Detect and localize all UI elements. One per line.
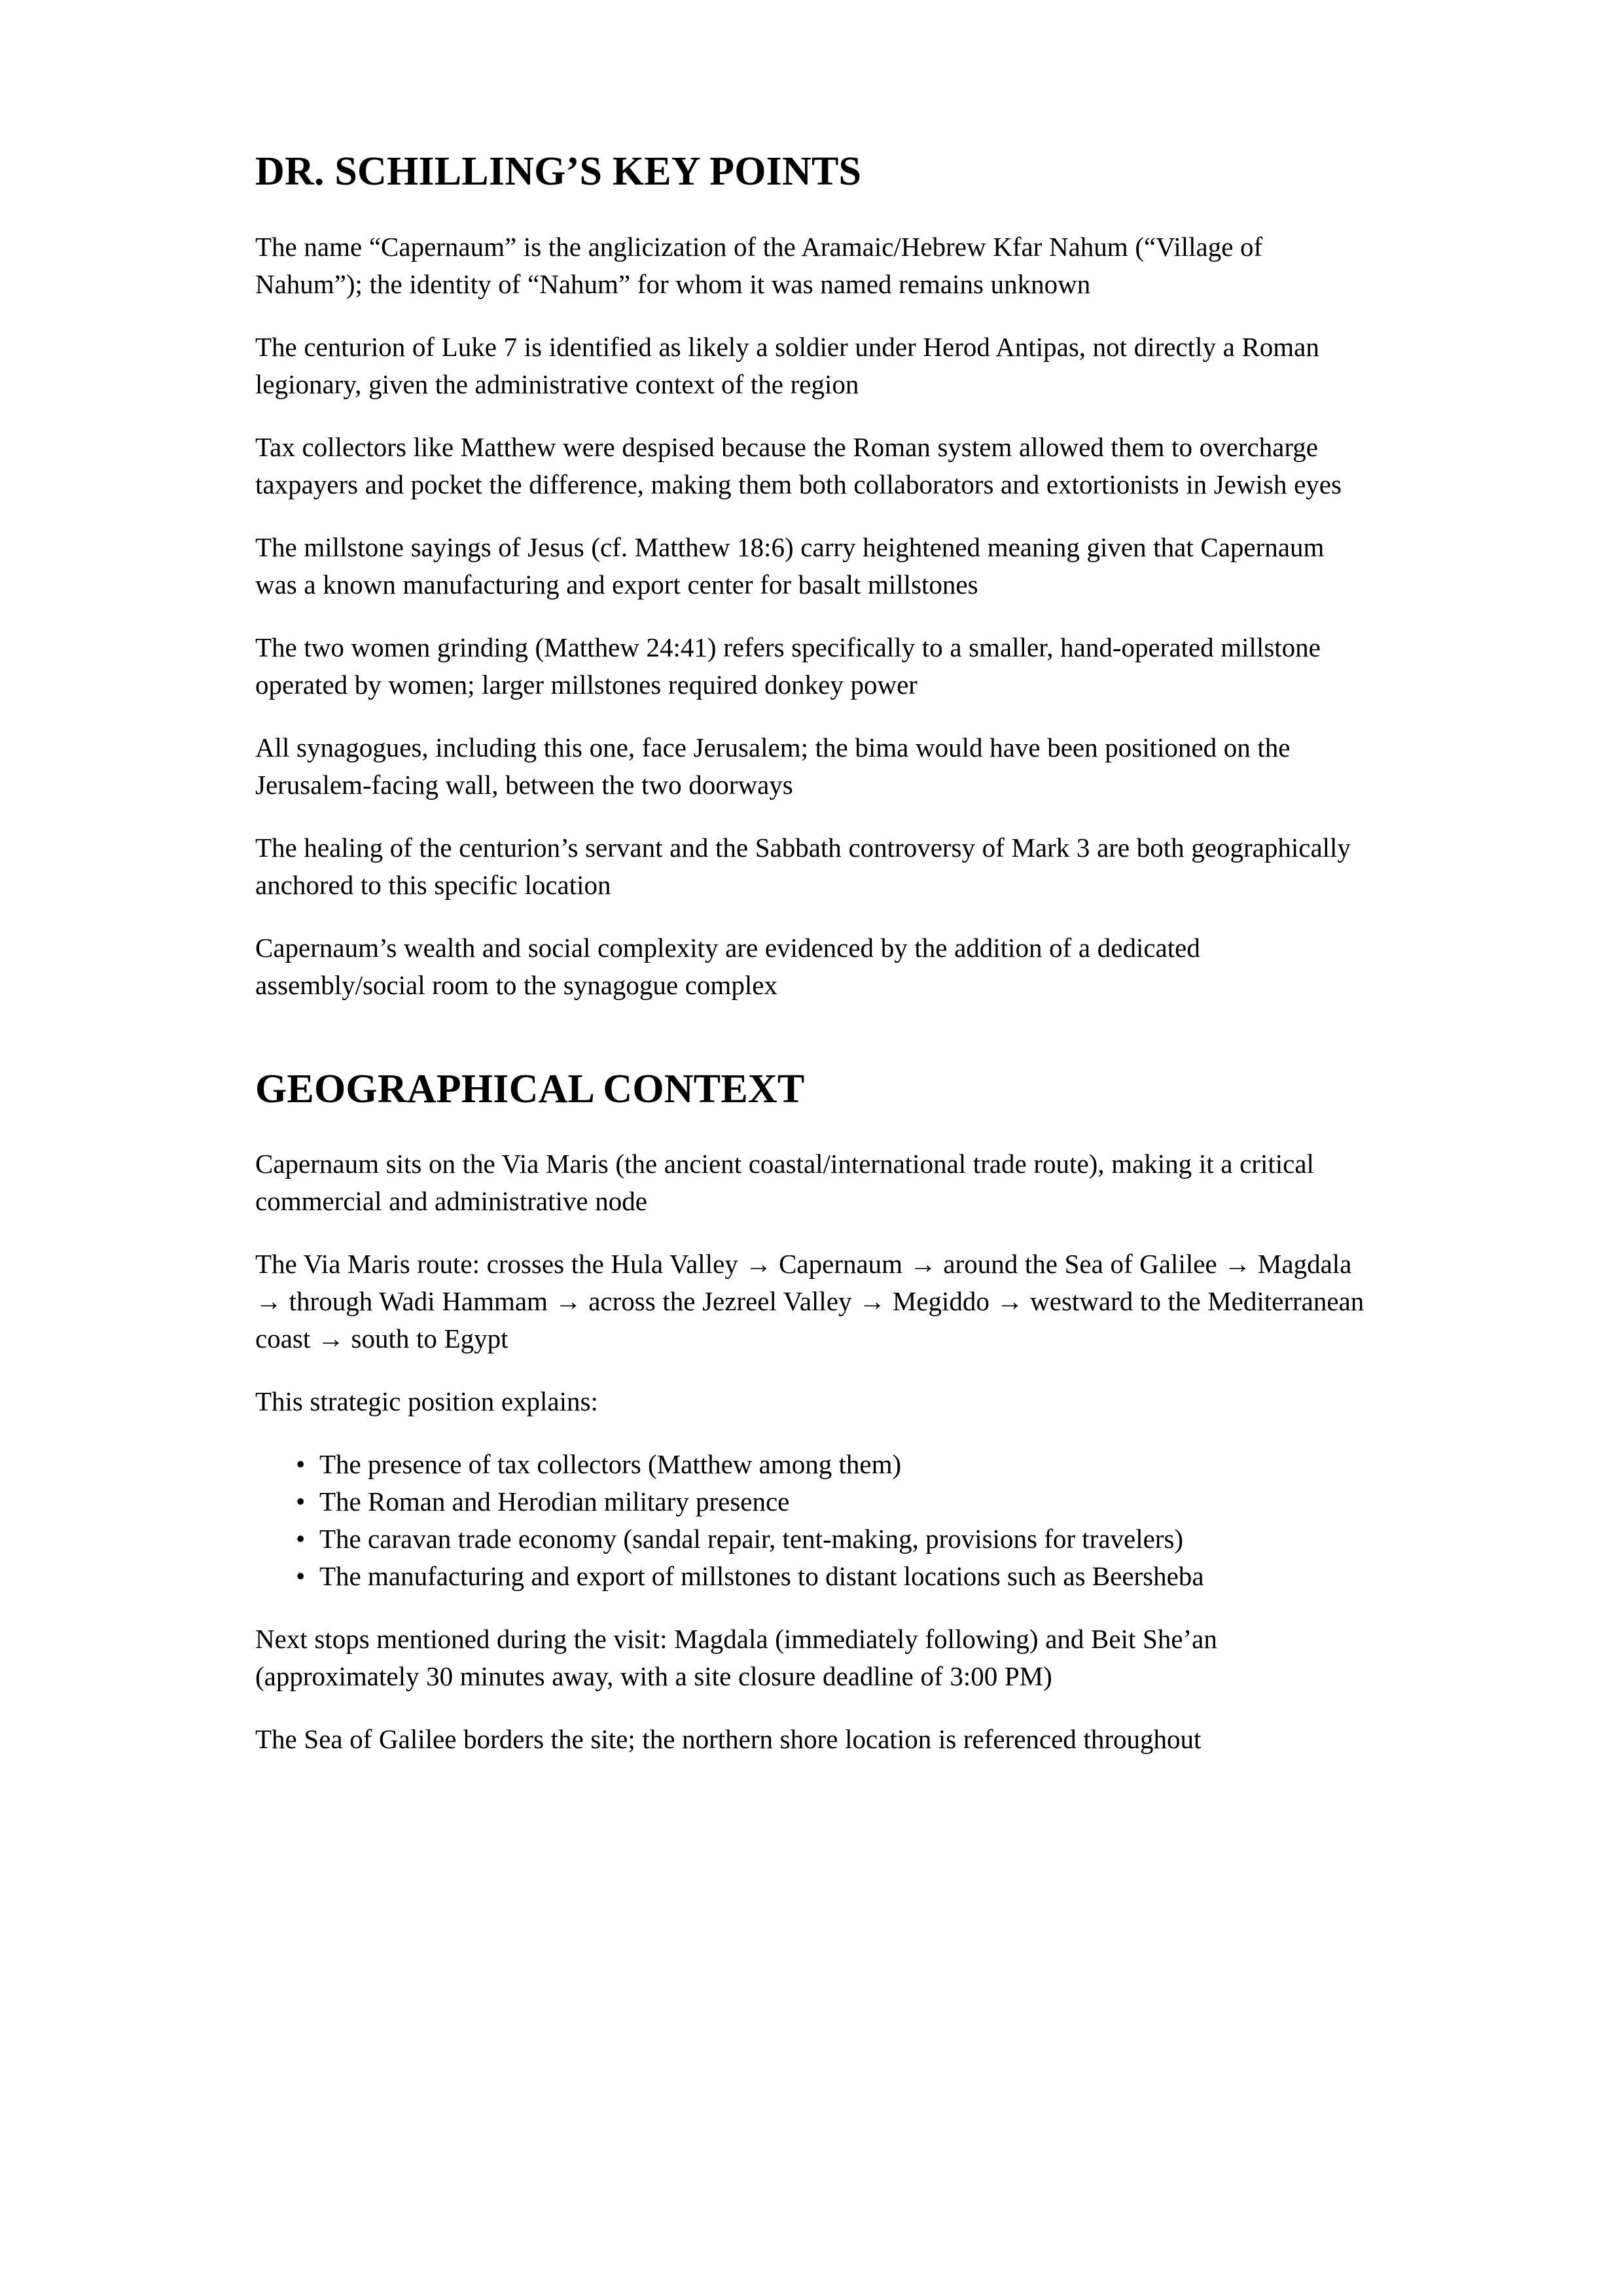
paragraph-capernaum-wealth: Capernaum’s wealth and social complexity are evidenced by the addition of a dedicated assembly/social room to the synagogue complex: [255, 933, 1200, 1001]
list-item: [296, 1520, 1368, 1558]
bullet-icon: •: [296, 1523, 306, 1554]
paragraph-next-stops: Next stops mentioned during the visit: Magdala (immediately following) and Beit She’an (approximately 30 minutes away, with a site closure deadline of 3:00 PM): [255, 1623, 1217, 1691]
list-item-label: The caravan trade economy (sandal repair, tent-making, provisions for travelers): [319, 1523, 1184, 1554]
paragraph-via-maris-route: The Via Maris route: crosses the Hula Valley → Capernaum → around the Sea of Galilee → Magdala → through Wadi Hammam → across the Jezreel Valley → Megiddo → westward to the Mediterranean coast → south to Egypt: [255, 1248, 1364, 1354]
paragraph-centurion-luke7: The centurion of Luke 7 is identified as likely a soldier under Herod Antipas, not directly a Roman legionary, given the administrative context of the region: [255, 332, 1319, 400]
paragraph-synagogues-face-jerusalem: All synagogues, including this one, face Jerusalem; the bima would have been positioned on the Jerusalem-facing wall, between the two doorways: [255, 732, 1291, 800]
list-item: [296, 1558, 1368, 1595]
bullet-icon: •: [296, 1560, 306, 1591]
paragraph-millstone-sayings: The millstone sayings of Jesus (cf. Matthew 18:6) carry heightened meaning given that Capernaum was a known manufacturing and export center for basalt millstones: [255, 532, 1325, 600]
list-item: [296, 1483, 1368, 1520]
paragraph-capernaum-name: The name “Capernaum” is the anglicization of the Aramaic/Hebrew Kfar Nahum (“Village of Nahum”); the identity of “Nahum” for whom it was named remains unknown: [255, 232, 1263, 300]
section-heading-geographical-context: GEOGRAPHICAL CONTEXT: [255, 1067, 805, 1112]
section-heading-key-points: DR. SCHILLING’S KEY POINTS: [255, 149, 862, 194]
bullet-icon: •: [296, 1486, 306, 1516]
paragraph-two-women-grinding: The two women grinding (Matthew 24:41) refers specifically to a smaller, hand-operated millstone operated by women; larger millstones required donkey power: [255, 632, 1321, 700]
list-item: [296, 1446, 1368, 1483]
paragraph-healing-and-sabbath: The healing of the centurion’s servant and the Sabbath controversy of Mark 3 are both geographically anchored to this specific location: [255, 833, 1351, 901]
paragraph-strategic-position-intro: This strategic position explains:: [255, 1386, 598, 1416]
bullet-icon: •: [296, 1448, 306, 1479]
document-body: [255, 149, 1368, 1758]
paragraph-tax-collectors: Tax collectors like Matthew were despised because the Roman system allowed them to overcharge taxpayers and pocket the difference, making them both collaborators and extortionists in Jewish eyes: [255, 432, 1342, 500]
list-item-label: The Roman and Herodian military presence: [319, 1486, 790, 1516]
paragraph-sea-of-galilee: The Sea of Galilee borders the site; the northern shore location is referenced throughout: [255, 1723, 1202, 1754]
strategic-position-list: [255, 1446, 1368, 1595]
list-item-label: The manufacturing and export of millstones to distant locations such as Beersheba: [319, 1560, 1204, 1591]
list-item-label: The presence of tax collectors (Matthew among them): [319, 1448, 902, 1479]
paragraph-via-maris-position: Capernaum sits on the Via Maris (the ancient coastal/international trade route), making it a critical commercial and administrative node: [255, 1148, 1314, 1216]
